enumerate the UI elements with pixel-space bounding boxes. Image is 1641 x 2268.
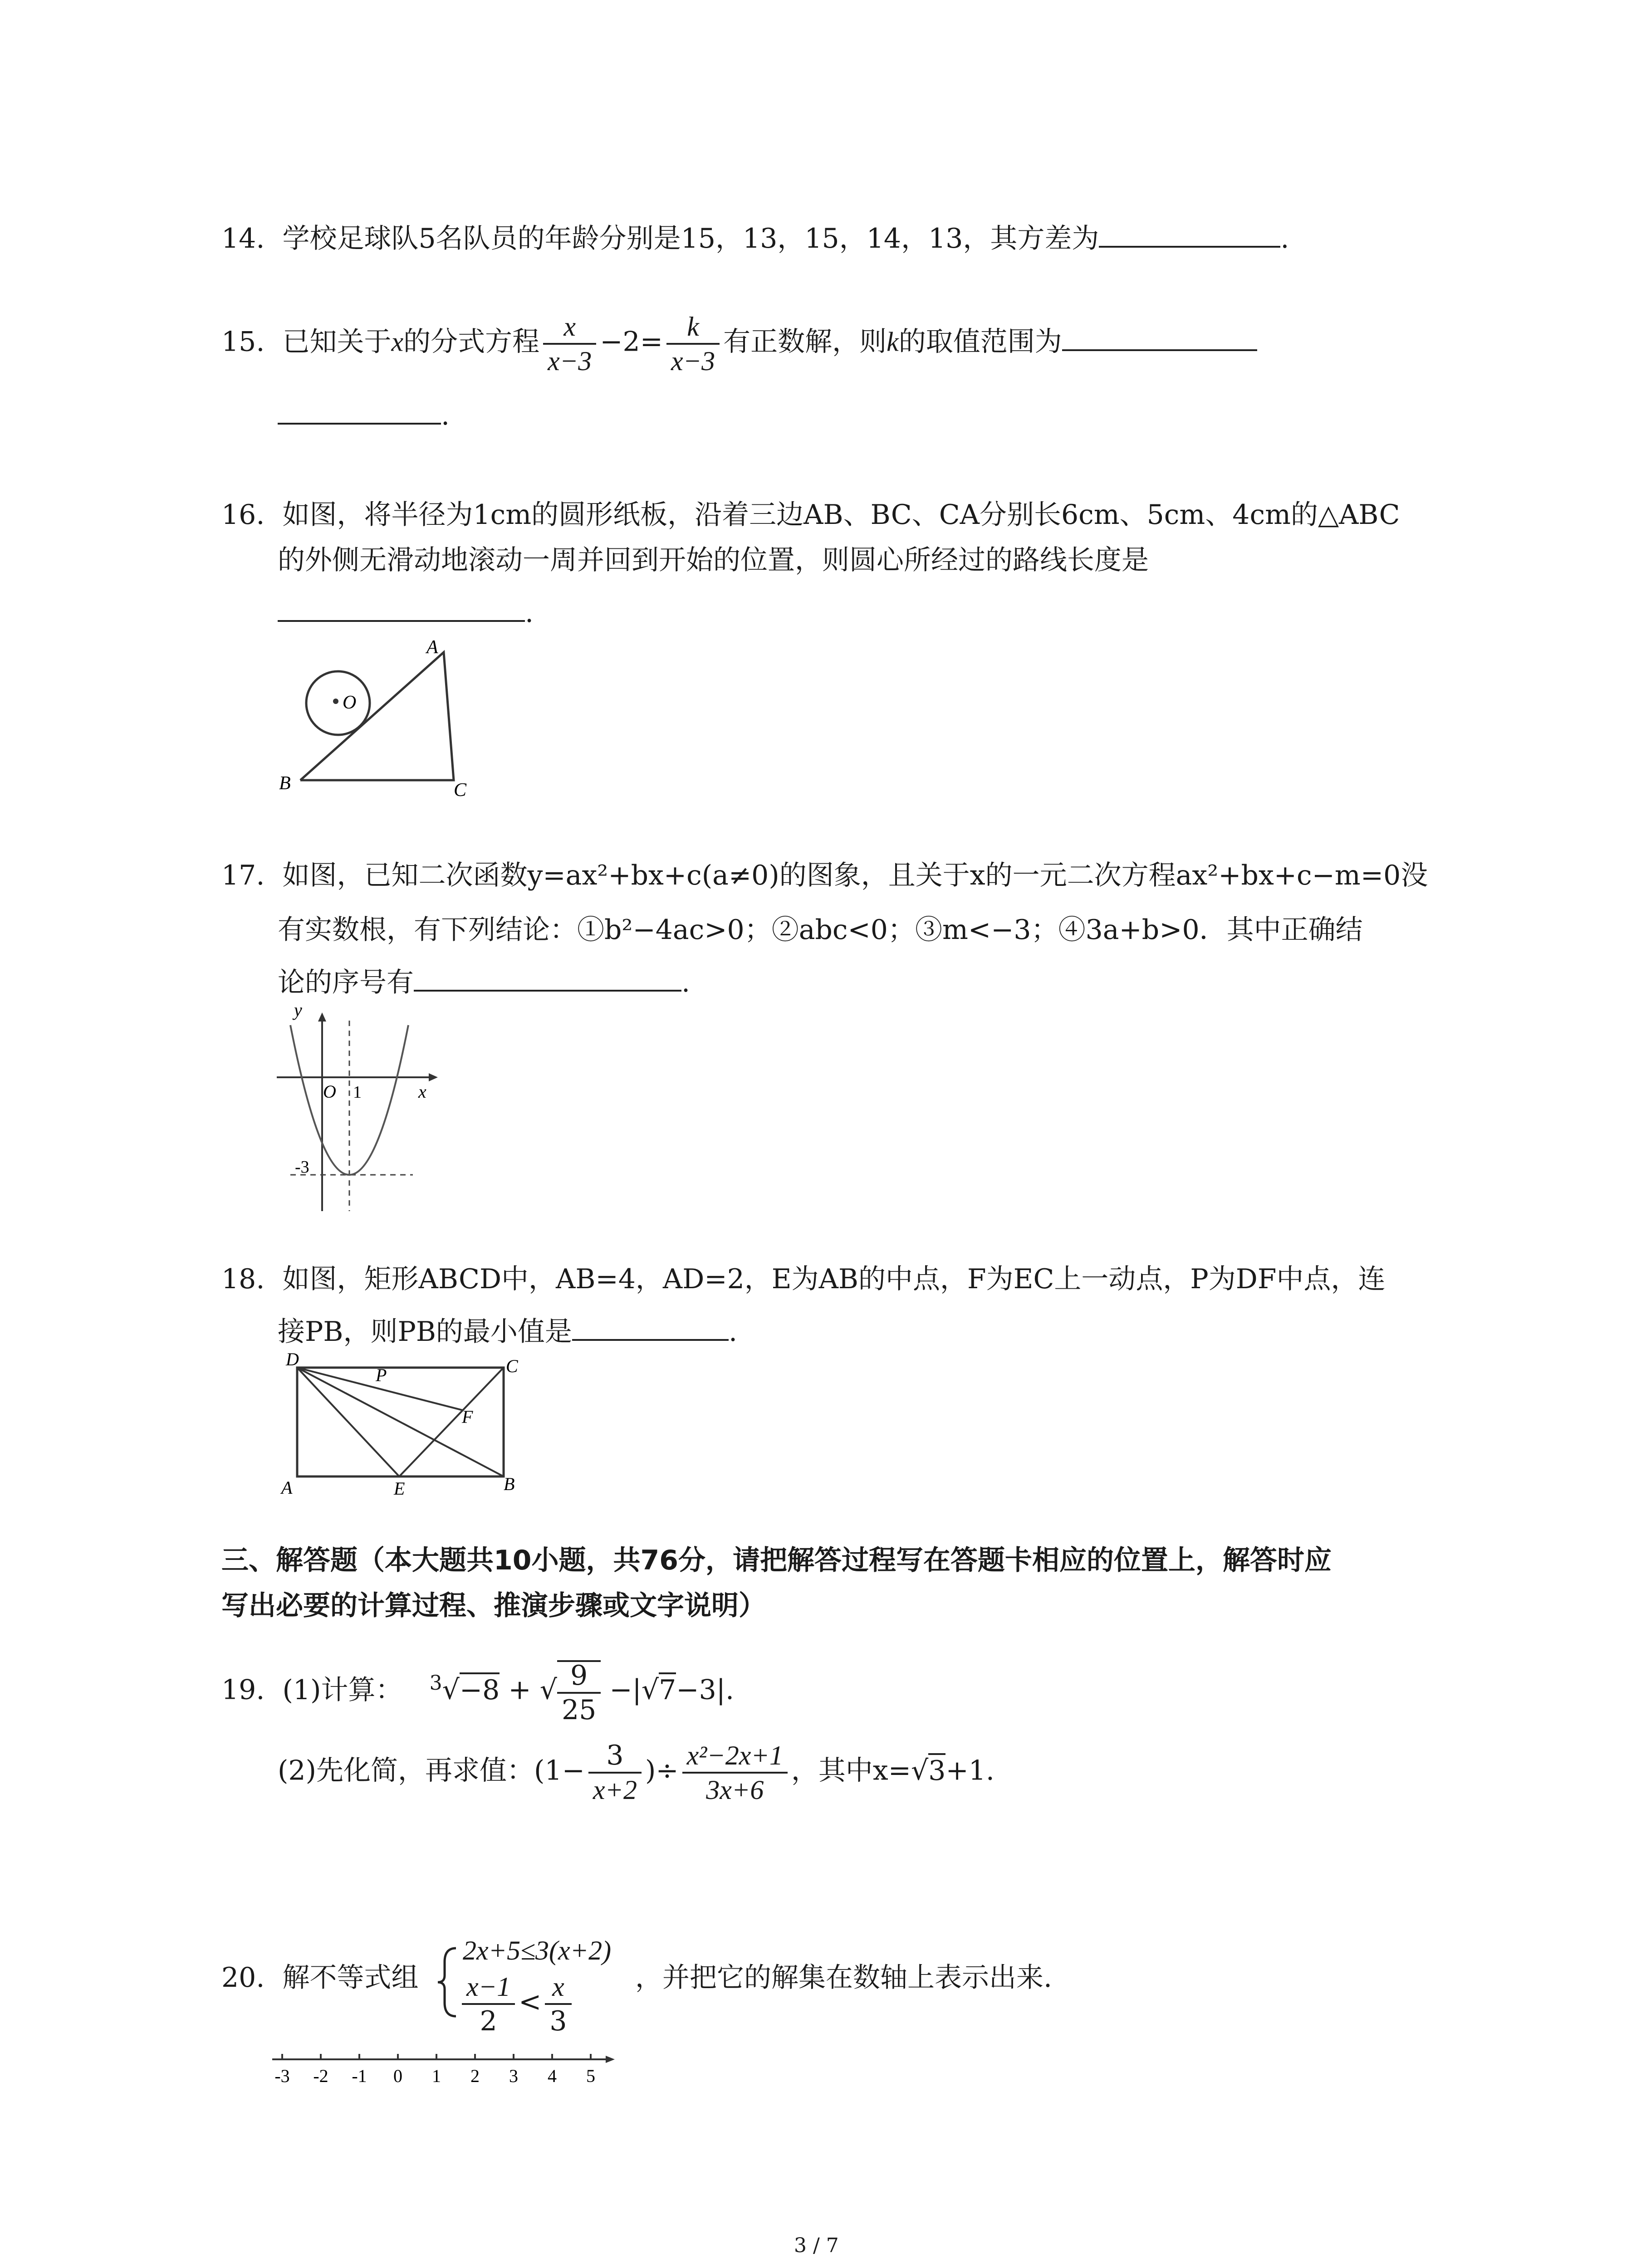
q18-label-d: D (286, 1349, 299, 1369)
q20-ineq-1 (463, 1937, 611, 1964)
q17-figure (272, 998, 463, 1216)
q18-line-2 (278, 1315, 738, 1348)
q15-frac1-den: x−3 (548, 346, 592, 376)
q20-number-line (268, 2050, 622, 2100)
q16-figure (272, 631, 485, 807)
q15-frac1-num: x (543, 313, 596, 345)
q19-part-2 (278, 1742, 994, 1804)
q16-text-1: 如图，将半径为1cm的圆形纸板，沿着三边AB、BC、CA分别长6cm、5cm、4cm的△ABC (282, 499, 1400, 531)
q19-radicand-1: −8 (460, 1672, 500, 1706)
q19-sqrt-sign-2: √ (641, 1674, 659, 1706)
q16-center-dot (333, 699, 338, 704)
q14-end: . (1280, 223, 1289, 254)
q15-text-b: 的分式方程 (403, 326, 540, 358)
q18-answer-blank[interactable] (572, 1315, 729, 1341)
q17-text-2: 有实数根，有下列结论：①b²−4ac>0；②abc<0；③m<−3；④3a+b>0．其中正确结 (278, 914, 1363, 946)
q15-answer-blank-2[interactable] (278, 399, 441, 425)
q17-number: 17. (221, 860, 265, 891)
q19-p2-where: ，其中x= (791, 1755, 911, 1787)
q17-line-2 (278, 914, 1363, 946)
q14-text: 学校足球队5名队员的年龄分别是15，13，15，14，13，其方差为 (282, 223, 1099, 254)
q17-label-neg3: -3 (295, 1158, 309, 1177)
q15-number: 15. (221, 326, 265, 358)
q15-line-2 (278, 399, 450, 429)
q18-label-f: F (462, 1407, 473, 1427)
page-number (794, 2234, 839, 2257)
q16-answer-blank[interactable] (278, 596, 525, 622)
q20-tick-label: -3 (274, 2066, 290, 2086)
q15-end: . (441, 400, 450, 431)
q20-ineq2-den-r: 3 (549, 2005, 567, 2037)
q18-segment-ec (399, 1368, 504, 1476)
q20-ineq2-num-l: x−1 (462, 1973, 515, 2005)
q17-x-arrow (429, 1073, 438, 1081)
q20-ineq-1-text: 2x+5≤3(x+2) (463, 1936, 612, 1965)
q19-p1-label: (1)计算： (282, 1674, 403, 1706)
q15-text-d: 的取值范围为 (898, 326, 1062, 358)
q19-p2-frac2-den: 3x+6 (706, 1775, 764, 1805)
q20-tick-label: -2 (313, 2066, 328, 2086)
q19-cbrt-sign: √ (442, 1674, 460, 1706)
q20-tick-label: -1 (352, 2066, 367, 2086)
q20-tick-label: 3 (509, 2066, 518, 2086)
q16-text-2: 的外侧无滑动地滚动一周并回到开始的位置，则圆心所经过的路线长度是 (278, 544, 1149, 576)
q20-ineq-2-right-fraction (545, 1973, 571, 2035)
q14-number: 14. (221, 223, 265, 254)
q19-sqrt-fraction (557, 1660, 601, 1724)
q18-text-1: 如图，矩形ABCD中，AB=4，AD=2，E为AB的中点，F为EC上一动点，P为DF中点，连 (282, 1263, 1386, 1295)
q16-end: . (525, 597, 534, 629)
q19-p2-label: (2)先化简，再求值：(1− (278, 1755, 585, 1787)
q15-var-k: k (887, 327, 899, 357)
section-3-heading-text-1: 三、解答题（本大题共10小题，共76分，请把解答过程写在答题卡相应的位置上，解答时应 (221, 1545, 1332, 1576)
q20-number: 20. (221, 1962, 265, 1994)
q19-abs-open: −| (609, 1674, 642, 1706)
q15-fraction-2 (666, 313, 720, 375)
q18-label-c: C (506, 1356, 518, 1376)
q19-abs-close: −3|. (676, 1674, 735, 1706)
q17-label-o: O (323, 1081, 336, 1102)
q19-part-1 (221, 1660, 734, 1724)
q16-label-o: O (343, 692, 357, 713)
q20-ineq-2-left-fraction (462, 1973, 515, 2035)
q17-label-x: x (418, 1081, 426, 1102)
q17-label-1: 1 (353, 1083, 362, 1102)
q19-radicand-2: 7 (659, 1672, 676, 1706)
q18-label-b: B (504, 1474, 515, 1494)
q18-label-a: A (281, 1477, 293, 1498)
q20-tick-label: 2 (470, 2066, 480, 2086)
q20-ineq-2 (458, 1973, 575, 2035)
q17-line-1 (221, 862, 1428, 889)
page-number-text: 3 / 7 (794, 2234, 839, 2257)
q19-p2-tail: +1. (945, 1755, 994, 1787)
q16-line-2 (278, 544, 1149, 576)
q19-p2-frac1-num: 3 (588, 1742, 642, 1774)
q19-number: 19. (221, 1674, 265, 1706)
q17-line-3 (278, 966, 690, 996)
section-3-heading-line-1 (221, 1547, 1332, 1574)
q18-end: . (728, 1316, 738, 1348)
q17-y-arrow (318, 1012, 326, 1022)
q18-label-p: P (376, 1365, 387, 1385)
q16-triangle (300, 652, 454, 780)
q19-p2-fraction-2 (682, 1742, 788, 1804)
q18-figure (272, 1349, 526, 1499)
q15-text-a: 已知关于 (282, 326, 392, 358)
q19-p2-frac1-den: x+2 (593, 1775, 637, 1805)
q20-ineq2-num-r: x (545, 1973, 571, 2005)
q15-var-x: x (391, 327, 404, 357)
q20-number-line-arrow (606, 2056, 615, 2063)
section-3-heading-line-2 (221, 1590, 766, 1622)
q15-line (221, 313, 1257, 375)
q15-mid: −2= (600, 326, 663, 358)
q18-text-2: 接PB，则PB的最小值是 (278, 1316, 572, 1348)
q20-tick-label: 1 (432, 2066, 441, 2086)
q20-ineq2-op: < (519, 1986, 542, 2018)
q18-number: 18. (221, 1263, 265, 1295)
q15-fraction-1 (543, 313, 596, 375)
q15-text-c: 有正数解，则 (723, 326, 887, 358)
q20-tail (635, 1962, 1053, 1994)
q20-tick-label: 4 (548, 2066, 557, 2086)
q18-line-1 (221, 1263, 1386, 1295)
q19-p2-sqrt-sign: √ (911, 1755, 929, 1787)
q16-number: 16. (221, 499, 265, 531)
q15-frac2-num: k (666, 313, 720, 345)
section-3-heading-text-2: 写出必要的计算过程、推演步骤或文字说明） (221, 1590, 766, 1622)
q16-line-3 (278, 596, 534, 629)
q17-label-y: y (294, 1000, 302, 1020)
q18-label-e: E (394, 1478, 405, 1499)
q19-p2-radicand: 3 (928, 1753, 945, 1787)
q15-frac2-den: x−3 (671, 346, 715, 376)
q16-label-b: B (279, 773, 291, 794)
q19-root-index: 3 (429, 1671, 442, 1695)
q17-answer-blank[interactable] (414, 966, 681, 992)
q16-label-a: A (426, 637, 438, 658)
q19-p2-div: )÷ (645, 1755, 679, 1787)
q19-p2-fraction-1 (588, 1742, 642, 1804)
q19-frac-den: 25 (561, 1694, 597, 1726)
q20-tick-label: 0 (393, 2066, 402, 2086)
q14-answer-blank[interactable] (1099, 222, 1280, 248)
q20-text: 解不等式组 (282, 1962, 419, 1994)
q19-plus: + (508, 1674, 531, 1706)
q15-answer-blank-1[interactable] (1062, 326, 1257, 351)
q16-label-c: C (454, 780, 467, 801)
q19-frac-num: 9 (557, 1662, 601, 1694)
q17-text-3: 论的序号有 (278, 967, 414, 998)
q20-tail-text: ，并把它的解集在数轴上表示出来. (635, 1962, 1053, 1994)
q17-end: . (681, 967, 691, 998)
q17-text-1: 如图，已知二次函数y=ax²+bx+c(a≠0)的图象，且关于x的一元二次方程ax²+bx+c−m=0没 (282, 860, 1428, 891)
q14-line (221, 222, 1289, 252)
q20-ineq2-den-l: 2 (480, 2005, 497, 2037)
q20-line (221, 1962, 419, 1994)
q19-sqrt-sign-1: √ (539, 1674, 557, 1706)
q16-line-1 (221, 499, 1400, 531)
q20-tick-label: 5 (586, 2066, 595, 2086)
q19-p2-frac2-num: x²−2x+1 (682, 1742, 788, 1774)
